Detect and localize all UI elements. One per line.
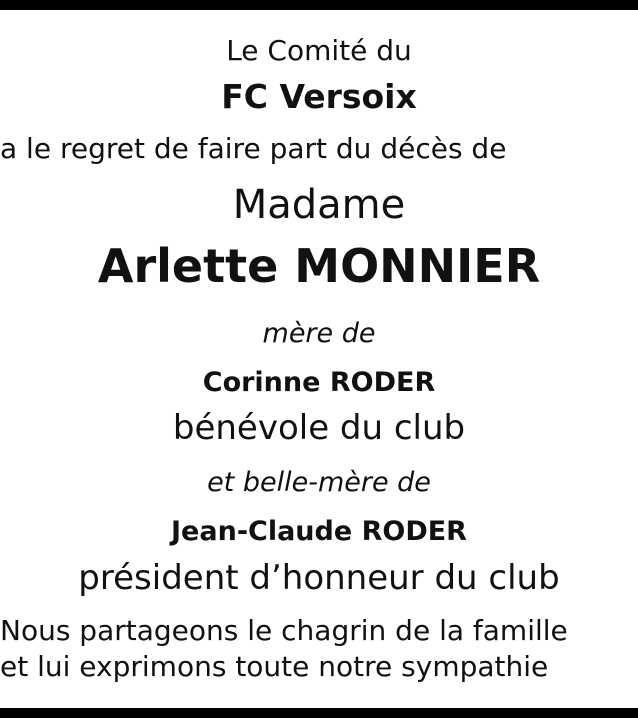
person-2-name: Jean-Claude RODER (171, 516, 467, 547)
closing-line-2: et lui exprimons toute notre sympathie (0, 650, 549, 683)
bottom-border-rule (0, 708, 638, 718)
person-2-role: président d’honneur du club (78, 558, 560, 598)
person-1-role: bénévole du club (172, 408, 466, 448)
deceased-name: Arlette MONNIER (97, 239, 541, 293)
closing-line-1: Nous partageons le chagrin de la famille (0, 614, 568, 647)
relation-mother-in-law-of: et belle-mère de (207, 467, 431, 498)
announcement-text: a le regret de faire part du décès de (0, 132, 507, 165)
org-name: FC Versoix (221, 77, 417, 116)
relation-mother-of: mère de (262, 318, 376, 349)
top-border-rule (0, 0, 638, 10)
person-1-name: Corinne RODER (202, 367, 436, 398)
org-intro: Le Comité du (226, 34, 412, 67)
honorific: Madame (232, 182, 406, 228)
